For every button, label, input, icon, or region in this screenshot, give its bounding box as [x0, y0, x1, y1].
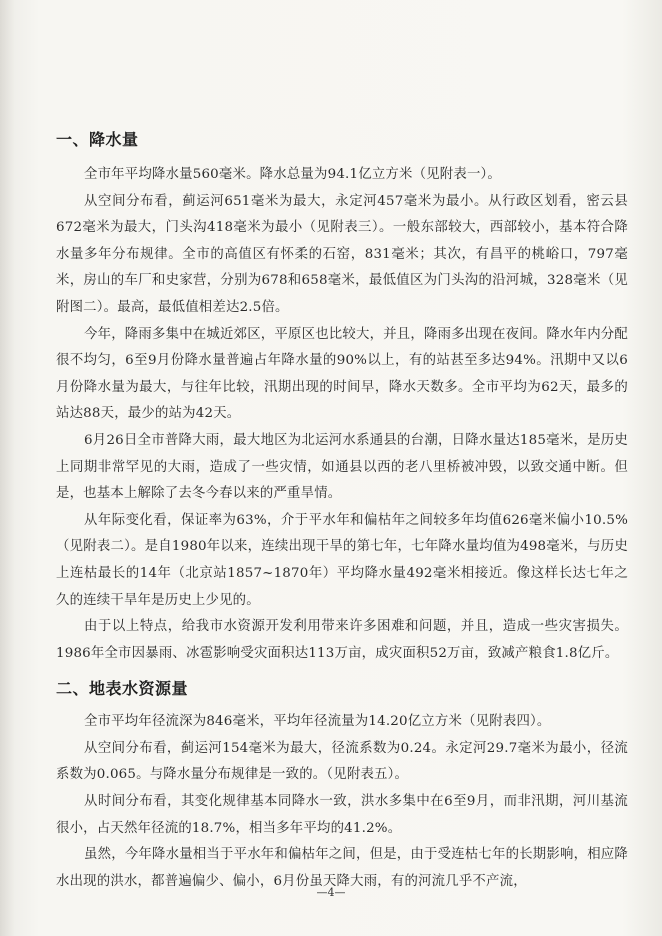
page-number: —4—	[316, 886, 346, 899]
section-body-surface-water	[56, 709, 628, 895]
paragraph: 从年际变化看，保证率为63%，介于平水年和偏枯年之间较多年均值626毫米偏小10.5%（见附表二）。是自1980年以来，连续出现干旱的第七年，七年降水量均值为498毫米，与历史上连枯最长的14年（北京站1857~1870年）平均降水量492毫米相接近。像这样长达七年之久的连续干旱年是历史上少见的。	[56, 512, 628, 608]
paragraph: 今年，降雨多集中在城近郊区，平原区也比较大，并且，降雨多出现在夜间。降水年内分配很不均匀，6至9月份降水量普遍占年降水量的90%以上，有的站甚至多达94%。汛期中又以6月份降水量为最大，与往年比较，汛期出现的时间早，降水天数多。全市平均为62天，最多的站达88天，最少的站为42天。	[56, 326, 628, 422]
section-heading-precipitation: 一、降水量	[56, 130, 139, 149]
paragraph: 从时间分布看，其变化规律基本同降水一致，洪水多集中在6至9月，而非汛期，河川基流很小，占天然年径流的18.7%，相当多年平均的41.2%。	[56, 794, 628, 836]
section-heading-surface-water: 二、地表水资源量	[56, 679, 189, 699]
paragraph: 从空间分布看，蓟运河154毫米为最大，径流系数为0.24。永定河29.7毫米为最小，径流系数为0.065。与降水量分布规律是一致的。（见附表五）。	[56, 740, 628, 783]
paragraph: 虽然，今年降水量相当于平水年和偏枯年之间，但是，由于受连枯七年的长期影响，相应降水出现的洪水，都普遍偏少、偏小，6月份虽天降大雨，有的河流几乎不产流，	[56, 847, 628, 889]
document-body	[56, 128, 628, 895]
paragraph: 从空间分布看，蓟运河651毫米为最大，永定河457毫米为最小。从行政区划看，密云县672毫米为最大，门头沟418毫米为最小（见附表三）。一般东部较大，西部较小，基本符合降水量多年分布规律。全市的高值区有怀柔的石窑，831毫米；其次，有昌平的桃峪口，797毫米，房山的车厂和史家营，分别为678和658毫米，最低值区为门头沟的沿河城，328毫米（见附图二）。最高，最低值相差达2.5倍。	[56, 193, 628, 315]
paragraph: 6月26日全市普降大雨，最大地区为北运河水系通县的台潮，日降水量达185毫米，是历史上同期非常罕见的大雨，造成了一些灾情，如通县以西的老八里桥被冲毁，以致交通中断。但是，也基本上解除了去冬今春以来的严重旱情。	[56, 432, 628, 502]
paragraph: 全市年平均降水量560毫米。降水总量为94.1亿立方米（见附表一）。	[84, 167, 502, 182]
page-edge-shadow	[0, 0, 14, 936]
section-body-precipitation	[56, 162, 628, 667]
paragraph: 由于以上特点，给我市水资源开发利用带来许多困难和问题，并且，造成一些灾害损失。1986年全市因暴雨、冰雹影响受灾面积达113万亩，成灾面积52万亩，致减产粮食1.8亿斤。	[56, 619, 628, 661]
paragraph: 全市平均年径流深为846毫米，平均年径流量为14.20亿立方米（见附表四）。	[84, 714, 551, 730]
